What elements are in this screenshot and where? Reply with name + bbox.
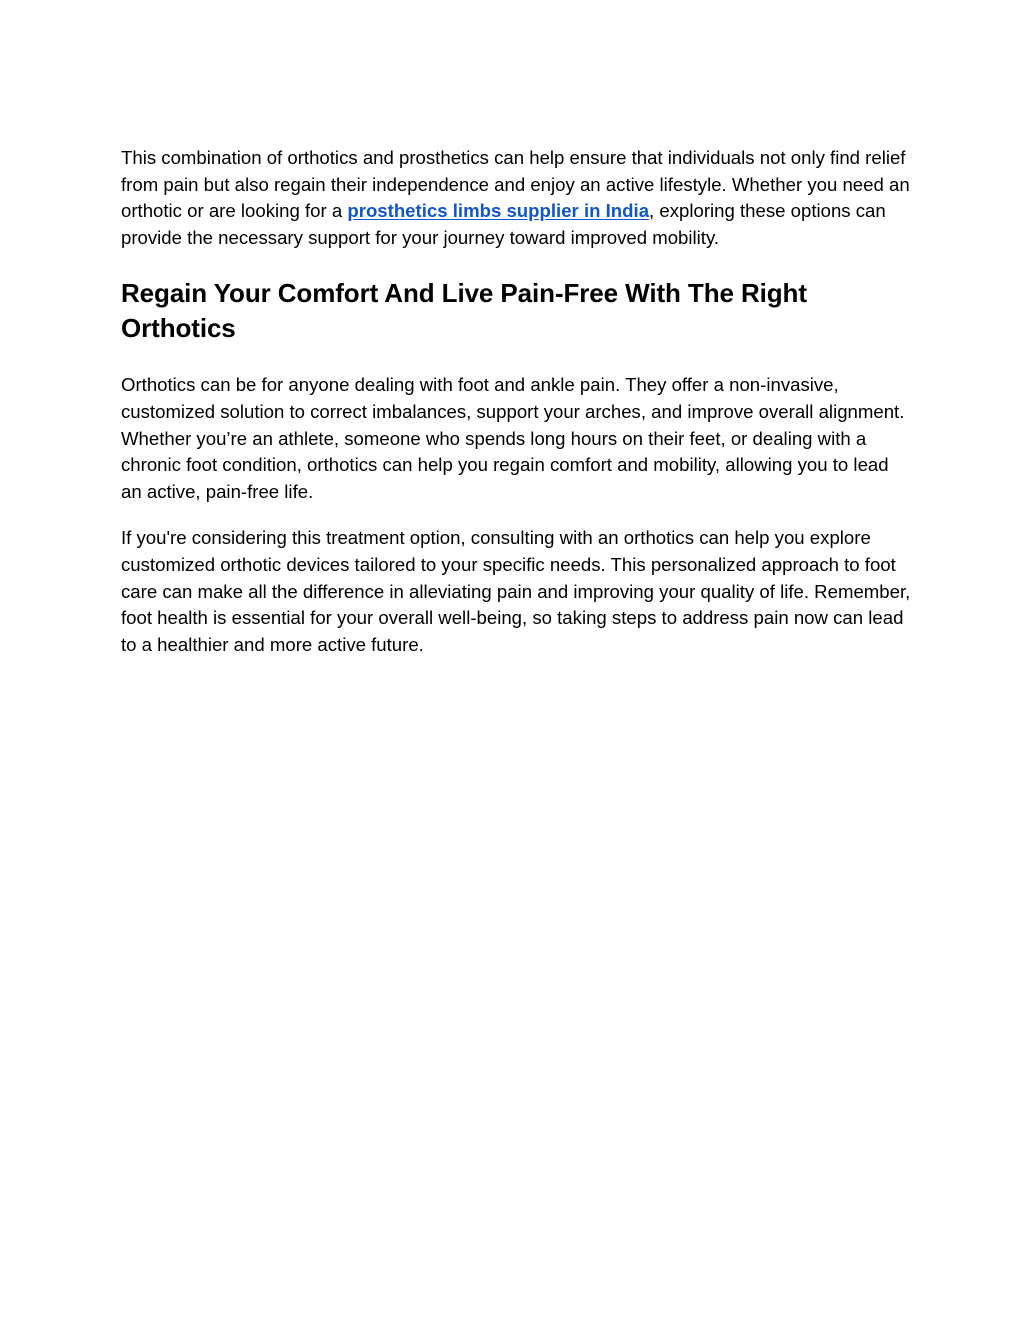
body-paragraph-1: Orthotics can be for anyone dealing with foot and ankle pain. They offer a non-invasive, customized solution to correct imbalances, support your arches, and improve overall alignment. Whether you’re an athlete, someone who spends long hours on their feet, or dealing with a chronic foot condition, orthotics can help you regain comfort and mobility, allowing you to lead an active, pain-free life. [121,374,905,502]
document-page [121,145,911,658]
body-paragraph-2: If you're considering this treatment option, consulting with an orthotics can help you explore customized orthotic devices tailored to your specific needs. This personalized approach to foot care can make all the difference in alleviating pain and improving your quality of life. Remember, foot health is essential for your overall well-being, so taking steps to address pain now can lead to a healthier and more active future. [121,527,911,655]
section-heading: Regain Your Comfort And Live Pain-Free With The Right Orthotics [121,278,807,344]
intro-text-before-link: This combination of orthotics and prosthetics can help ensure that individuals not only find relief from pain but also regain their independence and enjoy an active lifestyle. Whether you need an orthotic or are looking for a [121,147,910,222]
intro-text-after-link: , exploring these options can provide the necessary support for your journey toward improved mobility. [121,200,886,248]
prosthetics-supplier-link[interactable]: prosthetics limbs supplier in India [347,200,650,222]
intro-paragraph [121,145,911,251]
